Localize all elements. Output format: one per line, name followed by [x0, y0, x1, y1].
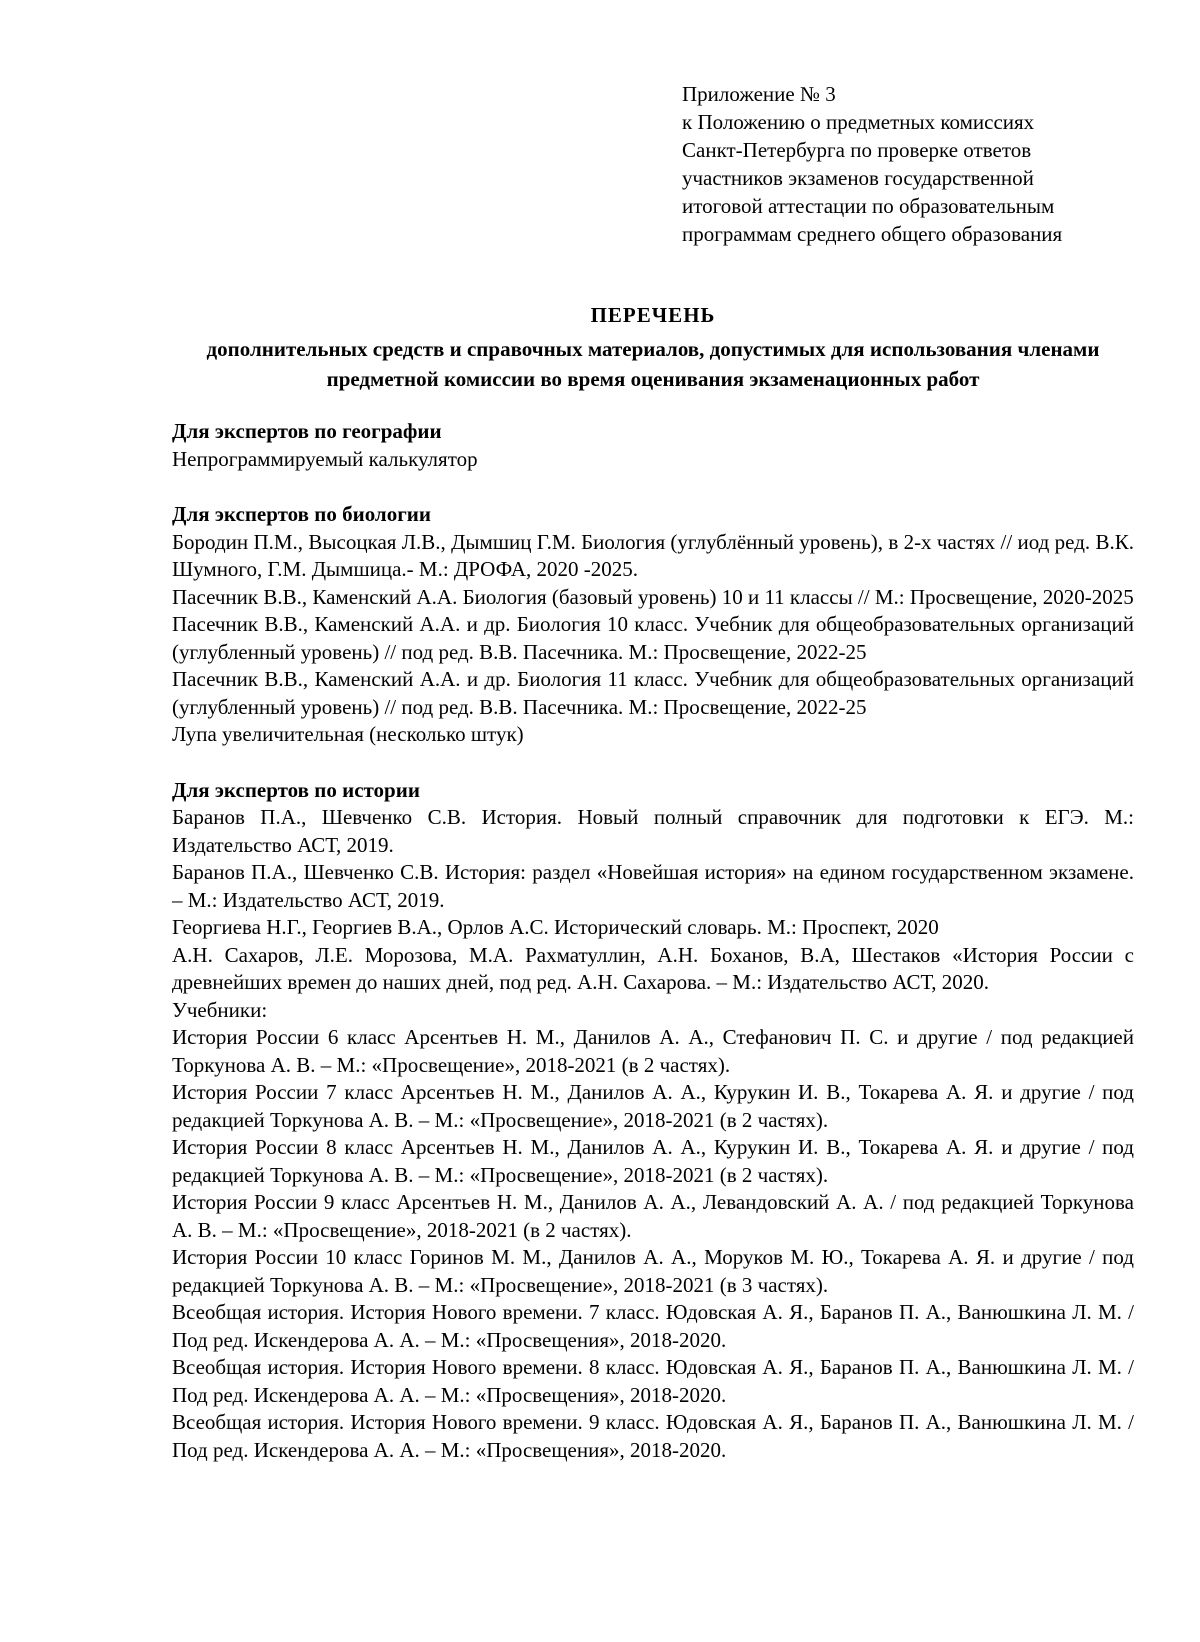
appendix-line: к Положению о предметных комиссиях — [682, 110, 1035, 134]
list-item: А.Н. Сахаров, Л.Е. Морозова, М.А. Рахматуллин, А.Н. Боханов, В.А, Шестаков «История России с древнейших времен до наших дней, под ред. А.Н. Сахарова. – М.: Издательство АСТ, 2020. — [172, 942, 1134, 994]
list-item: Непрограммируемый калькулятор — [172, 446, 478, 471]
section-heading: Для экспертов по географии — [172, 419, 442, 443]
section-geography — [172, 418, 1134, 473]
appendix-line: программам среднего общего образования — [682, 222, 1063, 246]
list-item: Бородин П.М., Высоцкая Л.В., Дымшиц Г.М. Биология (углублённый уровень), в 2-х частях // иод ред. В.К. Шумного, Г.М. Дымшица.- М.: ДРОФА, 2020 -2025. — [172, 529, 1134, 581]
list-item: Пасечник В.В., Каменский А.А. и др. Биология 11 класс. Учебник для общеобразовательных организаций (углубленный уровень) // под ред. В.В. Пасечника. М.: Просвещение, 2022-25 — [172, 667, 1134, 719]
list-item: История России 10 класс Горинов М. М., Данилов А. А., Моруков М. Ю., Токарева А. Я. и другие / под редакцией Торкунова А. В. – М.: «Просвещение», 2018-2021 (в 3 частях). — [172, 1245, 1134, 1297]
list-item: Всеобщая история. История Нового времени. 9 класс. Юдовская А. Я., Баранов П. А., Ванюшкина Л. М. / Под ред. Искендерова А. А. – М.: «Просвещения», 2018-2020. — [172, 1410, 1134, 1462]
appendix-header — [682, 80, 1152, 248]
list-item: История России 7 класс Арсентьев Н. М., Данилов А. А., Курукин И. В., Токарева А. Я. и другие / под редакцией Торкунова А. В. – М.: «Просвещение», 2018-2021 (в 2 частях). — [172, 1080, 1134, 1132]
section-biology — [172, 501, 1134, 749]
document-subtitle: дополнительных средств и справочных материалов, допустимых для использования членами предметной комиссии во время оценивания экзаменационных работ — [206, 337, 1100, 391]
list-item: Всеобщая история. История Нового времени. 8 класс. Юдовская А. Я., Баранов П. А., Ванюшкина Л. М. / Под ред. Искендерова А. А. – М.: «Просвещения», 2018-2020. — [172, 1355, 1134, 1407]
appendix-line: участников экзаменов государственной — [682, 166, 1034, 190]
section-heading: Для экспертов по истории — [172, 777, 420, 802]
list-item: Георгиева Н.Г., Георгиев В.А., Орлов А.С. Исторический словарь. М.: Проспект, 2020 — [172, 915, 939, 939]
section-spacer — [172, 749, 1134, 777]
document-title: ПЕРЕЧЕНЬ — [590, 303, 716, 327]
list-item: Баранов П.А., Шевченко С.В. История: раздел «Новейшая история» на едином государственном экзамене. – М.: Издательство АСТ, 2019. — [172, 860, 1134, 912]
list-item: Всеобщая история. История Нового времени. 7 класс. Юдовская А. Я., Баранов П. А., Ванюшкина Л. М. / Под ред. Искендерова А. А. – М.: «Просвещения», 2018-2020. — [172, 1300, 1134, 1352]
list-item: История России 8 класс Арсентьев Н. М., Данилов А. А., Курукин И. В., Токарева А. Я. и другие / под редакцией Торкунова А. В. – М.: «Просвещение», 2018-2021 (в 2 частях). — [172, 1135, 1134, 1187]
section-history — [172, 777, 1134, 1465]
document-body — [172, 418, 1134, 1464]
document-title-block — [172, 300, 1134, 394]
list-item: Пасечник В.В., Каменский А.А. и др. Биология 10 класс. Учебник для общеобразовательных организаций (углубленный уровень) // под ред. В.В. Пасечника. М.: Просвещение, 2022-25 — [172, 612, 1134, 664]
appendix-line: Приложение № 3 — [682, 82, 836, 106]
list-item: Баранов П.А., Шевченко С.В. История. Новый полный справочник для подготовки к ЕГЭ. М.: Издательство АСТ, 2019. — [172, 805, 1134, 857]
list-item: Пасечник В.В., Каменский А.А. Биология (базовый уровень) 10 и 11 классы // М.: Просвещение, 2020-2025 — [172, 584, 1134, 609]
list-item: Лупа увеличительная (несколько штук) — [172, 722, 524, 746]
list-item: История России 9 класс Арсентьев Н. М., Данилов А. А., Левандовский А. А. / под редакцией Торкунова А. В. – М.: «Просвещение», 2018-2021 (в 2 частях). — [172, 1190, 1134, 1242]
list-item: История России 6 класс Арсентьев Н. М., Данилов А. А., Стефанович П. С. и другие / под редакцией Торкунова А. В. – М.: «Просвещение», 2018-2021 (в 2 частях). — [172, 1025, 1134, 1077]
appendix-line: итоговой аттестации по образовательным — [682, 194, 1055, 218]
section-heading: Для экспертов по биологии — [172, 502, 431, 526]
section-spacer — [172, 473, 1134, 501]
list-item: Учебники: — [172, 997, 268, 1022]
appendix-line: Санкт-Петербурга по проверке ответов — [682, 138, 1032, 162]
